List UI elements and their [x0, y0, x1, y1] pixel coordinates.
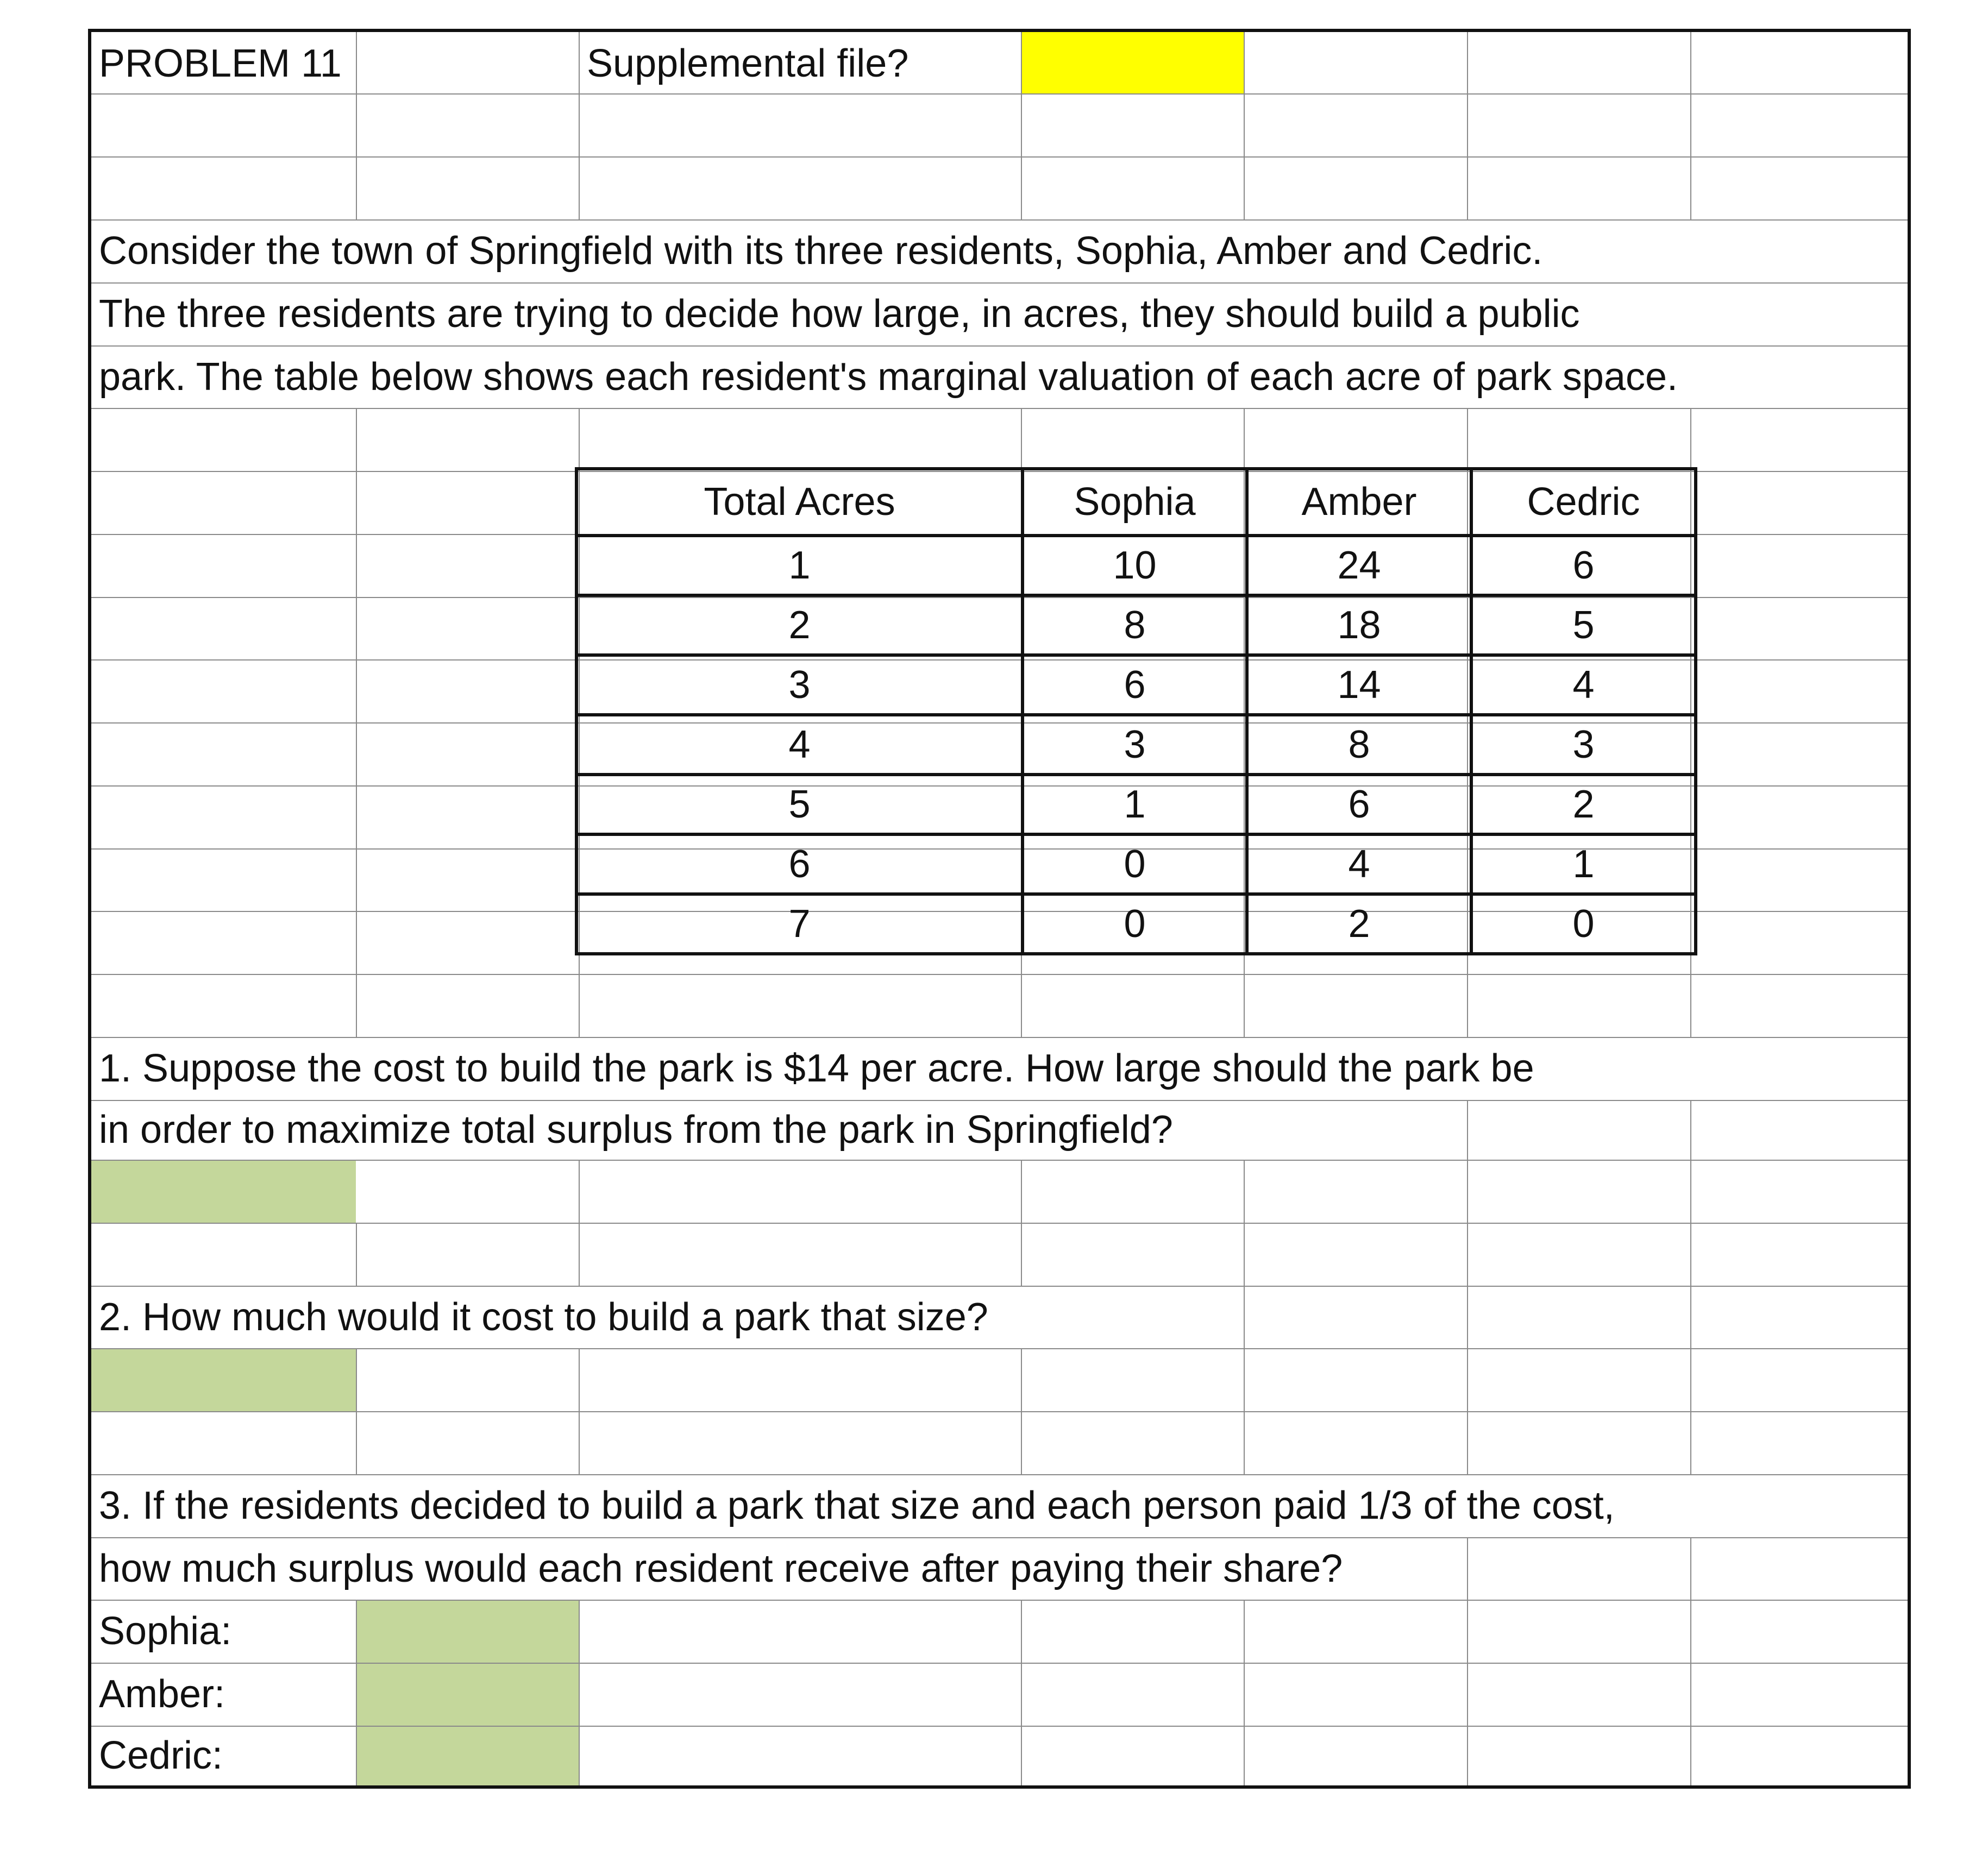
- supplemental-file-label: Supplemental file?: [587, 42, 909, 85]
- answer-cell-sophia[interactable]: [356, 1600, 579, 1663]
- table-row: [576, 775, 1696, 834]
- cedric-answer-label: Cedric:: [99, 1734, 223, 1777]
- answer-cell-cedric[interactable]: [356, 1726, 579, 1785]
- amber-answer-label: Amber:: [99, 1672, 225, 1716]
- sophia-value-cell: 8: [1023, 595, 1247, 655]
- answer-cell-q2[interactable]: [91, 1348, 356, 1411]
- header-total-acres: Total Acres: [576, 469, 1023, 536]
- cedric-value-cell: 3: [1471, 715, 1696, 775]
- table-row: [576, 536, 1696, 595]
- intro-line-3: park. The table below shows each resident's marginal valuation of each acre of park space.: [99, 355, 1678, 399]
- cedric-value-cell: 6: [1471, 536, 1696, 595]
- sophia-value-cell: 1: [1023, 775, 1247, 834]
- question-3-line-1: 3. If the residents decided to build a park that size and each person paid 1/3 of the cost,: [99, 1484, 1615, 1527]
- marginal-valuation-table: [575, 467, 1697, 955]
- header-cedric: Cedric: [1471, 469, 1696, 536]
- table-row: [576, 595, 1696, 655]
- acres-cell: 6: [576, 834, 1023, 894]
- table-row: [576, 655, 1696, 715]
- question-1-line-1: 1. Suppose the cost to build the park is $14 per acre. How large should the park be: [99, 1047, 1534, 1090]
- supplemental-file-highlight-cell[interactable]: [1021, 32, 1244, 93]
- question-3-line-2: how much surplus would each resident receive after paying their share?: [99, 1547, 1343, 1590]
- cedric-value-cell: 2: [1471, 775, 1696, 834]
- acres-cell: 4: [576, 715, 1023, 775]
- table-row: [576, 715, 1696, 775]
- sophia-value-cell: 6: [1023, 655, 1247, 715]
- acres-cell: 3: [576, 655, 1023, 715]
- problem-number: PROBLEM 11: [99, 42, 342, 85]
- amber-value-cell: 18: [1247, 595, 1471, 655]
- acres-cell: 2: [576, 595, 1023, 655]
- amber-value-cell: 2: [1247, 894, 1471, 954]
- amber-value-cell: 24: [1247, 536, 1471, 595]
- acres-cell: 5: [576, 775, 1023, 834]
- intro-line-1: Consider the town of Springfield with its three residents, Sophia, Amber and Cedric.: [99, 229, 1543, 273]
- cedric-value-cell: 5: [1471, 595, 1696, 655]
- cedric-value-cell: 1: [1471, 834, 1696, 894]
- answer-cell-q1[interactable]: [91, 1160, 356, 1223]
- amber-value-cell: 8: [1247, 715, 1471, 775]
- acres-cell: 7: [576, 894, 1023, 954]
- question-2: 2. How much would it cost to build a park that size?: [99, 1295, 988, 1339]
- spreadsheet-grid: [88, 29, 1911, 1789]
- amber-value-cell: 14: [1247, 655, 1471, 715]
- cedric-value-cell: 4: [1471, 655, 1696, 715]
- header-amber: Amber: [1247, 469, 1471, 536]
- question-1-line-2: in order to maximize total surplus from the park in Springfield?: [99, 1108, 1173, 1152]
- cedric-value-cell: 0: [1471, 894, 1696, 954]
- table-header-row: [576, 469, 1696, 536]
- intro-line-2: The three residents are trying to decide how large, in acres, they should build a public: [99, 292, 1580, 336]
- sophia-value-cell: 0: [1023, 834, 1247, 894]
- amber-value-cell: 4: [1247, 834, 1471, 894]
- sophia-value-cell: 0: [1023, 894, 1247, 954]
- sophia-value-cell: 10: [1023, 536, 1247, 595]
- acres-cell: 1: [576, 536, 1023, 595]
- sophia-value-cell: 3: [1023, 715, 1247, 775]
- header-sophia: Sophia: [1023, 469, 1247, 536]
- sophia-answer-label: Sophia:: [99, 1609, 232, 1653]
- table-row: [576, 834, 1696, 894]
- amber-value-cell: 6: [1247, 775, 1471, 834]
- answer-cell-amber[interactable]: [356, 1663, 579, 1726]
- table-row: [576, 894, 1696, 954]
